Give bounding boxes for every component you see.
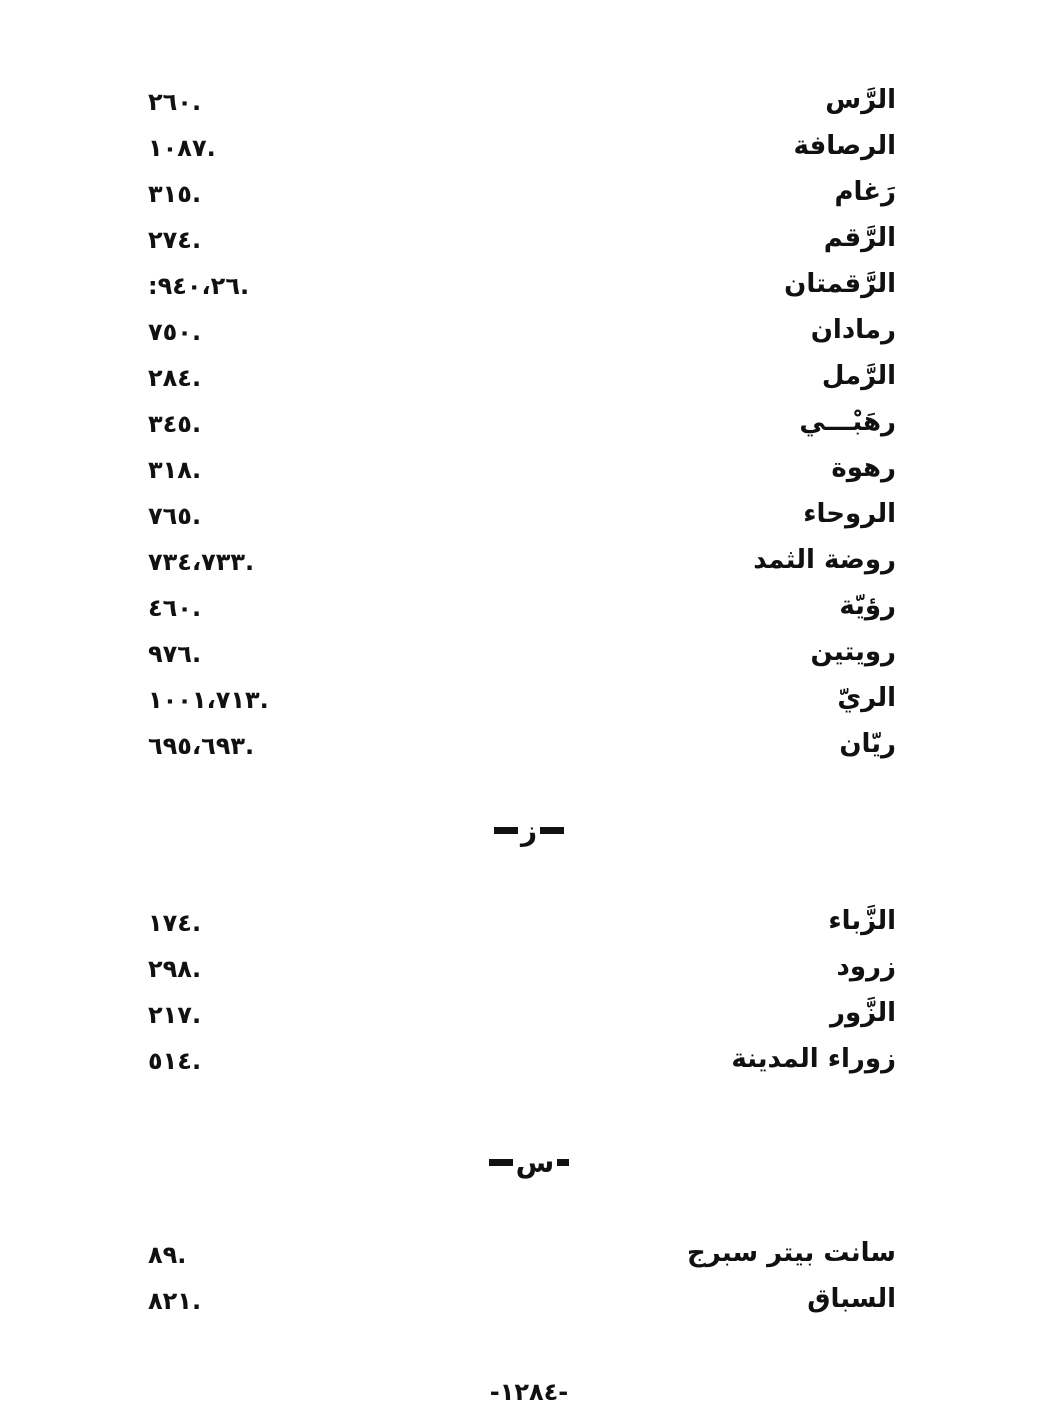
heading-bar (540, 827, 564, 834)
index-entry (0, 1276, 1058, 1322)
page-refs: .٧٦٥ (148, 502, 202, 530)
index-entry (0, 215, 1058, 261)
place-name: زرود (836, 952, 896, 982)
place-name: رهوة (831, 453, 896, 483)
page-refs: .٩٧٦ (148, 640, 202, 668)
page-refs: .٧٣٤،٧٣٣ (148, 548, 255, 576)
page-refs: .١٠٠١،٧١٣ (148, 686, 269, 714)
page-refs: .٥١٤ (148, 1047, 202, 1075)
place-name: الروحاء (803, 499, 896, 529)
place-name: الزَّباء (828, 906, 896, 936)
index-entry (0, 990, 1058, 1036)
index-section-sin (0, 1230, 1058, 1322)
heading-letter: س (515, 1145, 555, 1179)
index-section-ra (0, 77, 1058, 767)
heading-bar (557, 1159, 569, 1166)
index-section-zay (0, 898, 1058, 1082)
index-entry (0, 629, 1058, 675)
page-refs: .٣١٥ (148, 180, 202, 208)
place-name: زوراء المدينة (731, 1044, 896, 1074)
page-refs: .١٧٤ (148, 909, 202, 937)
place-name: الزَّور (830, 998, 896, 1028)
page-refs: .٧٥٠ (148, 318, 202, 346)
heading-bar (494, 827, 518, 834)
place-name: الرَّس (825, 85, 896, 115)
section-heading-zay (0, 812, 1058, 847)
index-entry (0, 675, 1058, 721)
index-entry (0, 898, 1058, 944)
page-refs: .٦٩٥،٦٩٣ (148, 732, 255, 760)
page-refs: .٢٩٨ (148, 955, 202, 983)
place-name: روضة الثمد (753, 545, 896, 575)
place-name: الريّ (837, 683, 896, 713)
place-name: رهَبْـــي (799, 407, 896, 437)
place-name: الرَّقم (823, 223, 896, 253)
page-refs: .٨٩ (148, 1241, 187, 1269)
index-entry (0, 721, 1058, 767)
section-heading-sin (0, 1144, 1058, 1179)
page-refs: .٨٢١ (148, 1287, 202, 1315)
place-name: رمادان (810, 315, 896, 345)
place-name: الرَّمل (821, 361, 896, 391)
place-name: الرصافة (793, 131, 896, 161)
place-name: سانت بيتر سبرج (687, 1238, 896, 1268)
index-entry (0, 1230, 1058, 1276)
place-name: السباق (807, 1284, 896, 1314)
page-refs: .١٠٨٧ (148, 134, 216, 162)
index-entry (0, 491, 1058, 537)
index-entry (0, 537, 1058, 583)
page-refs: .٩٤٠،٢٦: (148, 272, 250, 300)
page-refs: .٢٧٤ (148, 226, 202, 254)
index-entry (0, 583, 1058, 629)
place-name: رويتين (810, 637, 896, 667)
page-refs: .٢١٧ (148, 1001, 202, 1029)
index-entry (0, 169, 1058, 215)
page-refs: .٤٦٠ (148, 594, 202, 622)
index-entry (0, 445, 1058, 491)
page-number: -١٢٨٤- (489, 1378, 569, 1406)
page-refs: .٢٨٤ (148, 364, 202, 392)
place-name: رَغام (834, 177, 896, 207)
place-name: الرَّقمتان (784, 269, 896, 299)
index-entry (0, 123, 1058, 169)
place-name: ريّان (839, 729, 896, 759)
index-entry (0, 77, 1058, 123)
page-refs: .٢٦٠ (148, 88, 202, 116)
index-entry (0, 261, 1058, 307)
index-entry (0, 399, 1058, 445)
index-entry (0, 1036, 1058, 1082)
index-entry (0, 353, 1058, 399)
page-refs: .٣٤٥ (148, 410, 202, 438)
heading-bar (489, 1159, 513, 1166)
index-entry (0, 307, 1058, 353)
place-name: رؤيّة (839, 591, 896, 621)
heading-letter: ز (520, 813, 538, 847)
page-refs: .٣١٨ (148, 456, 202, 484)
index-entry (0, 944, 1058, 990)
